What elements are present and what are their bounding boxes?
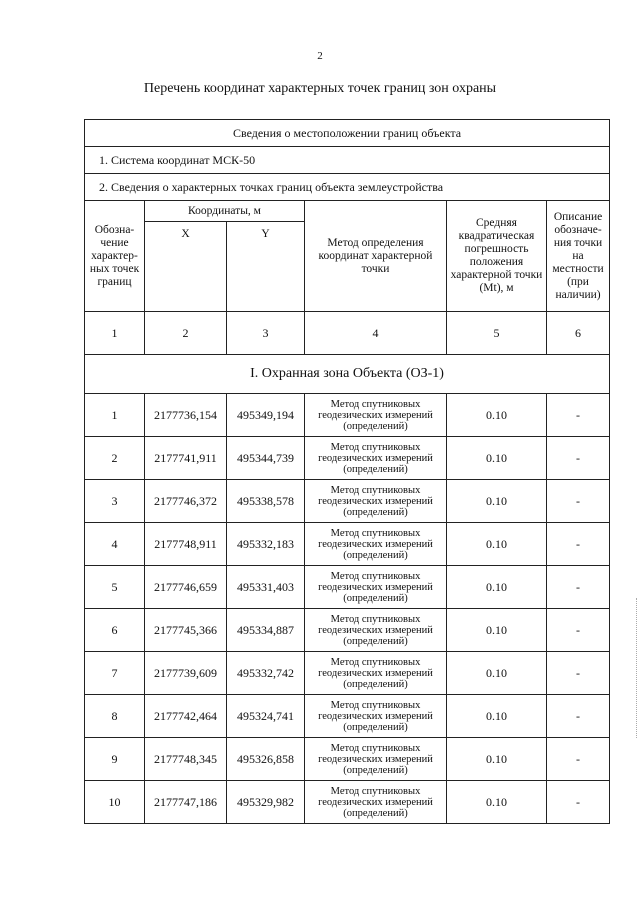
description: - [547,738,610,781]
column-number: 3 [227,312,305,355]
coord-x: 2177746,659 [145,566,227,609]
col-header-y: Y [227,222,305,312]
coord-y: 495332,183 [227,523,305,566]
page-number: 2 [317,50,323,62]
description: - [547,523,610,566]
table-row [85,523,610,566]
column-number: 4 [305,312,447,355]
coord-y: 495349,194 [227,394,305,437]
point-number: 4 [85,523,145,566]
point-number: 9 [85,738,145,781]
description: - [547,781,610,824]
description: - [547,609,610,652]
table-row [85,781,610,824]
method: Метод спутниковых геодезических измерений (определений) [305,738,447,781]
description: - [547,437,610,480]
point-number: 10 [85,781,145,824]
coord-x: 2177748,345 [145,738,227,781]
table-row [85,437,610,480]
description: - [547,652,610,695]
coord-y: 495326,858 [227,738,305,781]
coord-x: 2177742,464 [145,695,227,738]
table-row [85,566,610,609]
method: Метод спутниковых геодезических измерений (определений) [305,523,447,566]
column-number: 2 [145,312,227,355]
column-number: 1 [85,312,145,355]
document-title: Перечень координат характерных точек границ зон охраны [143,81,497,96]
column-number-row [85,312,610,355]
point-number: 3 [85,480,145,523]
section-header: Сведения о местоположении границ объекта [85,120,610,147]
method: Метод спутниковых геодезических измерений (определений) [305,394,447,437]
description: - [547,480,610,523]
description: - [547,394,610,437]
coord-y: 495329,982 [227,781,305,824]
table-row [85,695,610,738]
point-number: 8 [85,695,145,738]
method: Метод спутниковых геодезических измерений (определений) [305,566,447,609]
col-header-method: Метод определения координат характерной точки [305,201,447,312]
accuracy: 0.10 [447,523,547,566]
accuracy: 0.10 [447,394,547,437]
table-row [85,652,610,695]
accuracy: 0.10 [447,480,547,523]
coord-y: 495344,739 [227,437,305,480]
method: Метод спутниковых геодезических измерений (определений) [305,781,447,824]
coord-x: 2177739,609 [145,652,227,695]
coord-x: 2177748,911 [145,523,227,566]
method: Метод спутниковых геодезических измерений (определений) [305,652,447,695]
accuracy: 0.10 [447,781,547,824]
table-row [85,738,610,781]
column-number: 5 [447,312,547,355]
description: - [547,695,610,738]
col-header-x: X [145,222,227,312]
point-number: 7 [85,652,145,695]
coord-x: 2177741,911 [145,437,227,480]
point-number: 2 [85,437,145,480]
coord-y: 495331,403 [227,566,305,609]
method: Метод спутниковых геодезических измерений (определений) [305,695,447,738]
point-number: 5 [85,566,145,609]
method: Метод спутниковых геодезических измерений (определений) [305,480,447,523]
col-header-designation: Обозна-чение характер-ных точек границ [85,201,145,312]
coord-y: 495332,742 [227,652,305,695]
coord-x: 2177745,366 [145,609,227,652]
table-row [85,609,610,652]
coord-y: 495324,741 [227,695,305,738]
coord-x: 2177747,186 [145,781,227,824]
coord-y: 495334,887 [227,609,305,652]
col-header-description: Описание обозначе-ния точки на местности (при наличии) [547,201,610,312]
method: Метод спутниковых геодезических измерений (определений) [305,437,447,480]
accuracy: 0.10 [447,652,547,695]
col-header-accuracy: Средняя квадратическая погрешность положения характерной точки (Mt), м [447,201,547,312]
accuracy: 0.10 [447,437,547,480]
description: - [547,566,610,609]
coordinates-table [84,119,610,824]
table-row [85,480,610,523]
zone-title: I. Охранная зона Объекта (ОЗ-1) [85,355,610,394]
margin-mark [636,598,638,738]
point-number: 1 [85,394,145,437]
coord-x: 2177746,372 [145,480,227,523]
accuracy: 0.10 [447,609,547,652]
coord-x: 2177736,154 [145,394,227,437]
points-header: 2. Сведения о характерных точках границ объекта землеустройства [85,174,610,201]
coordinate-system: 1. Система координат МСК-50 [85,147,610,174]
accuracy: 0.10 [447,695,547,738]
table-row [85,394,610,437]
col-header-coords: Координаты, м [145,201,305,222]
coord-y: 495338,578 [227,480,305,523]
point-number: 6 [85,609,145,652]
column-number: 6 [547,312,610,355]
accuracy: 0.10 [447,566,547,609]
accuracy: 0.10 [447,738,547,781]
method: Метод спутниковых геодезических измерений (определений) [305,609,447,652]
